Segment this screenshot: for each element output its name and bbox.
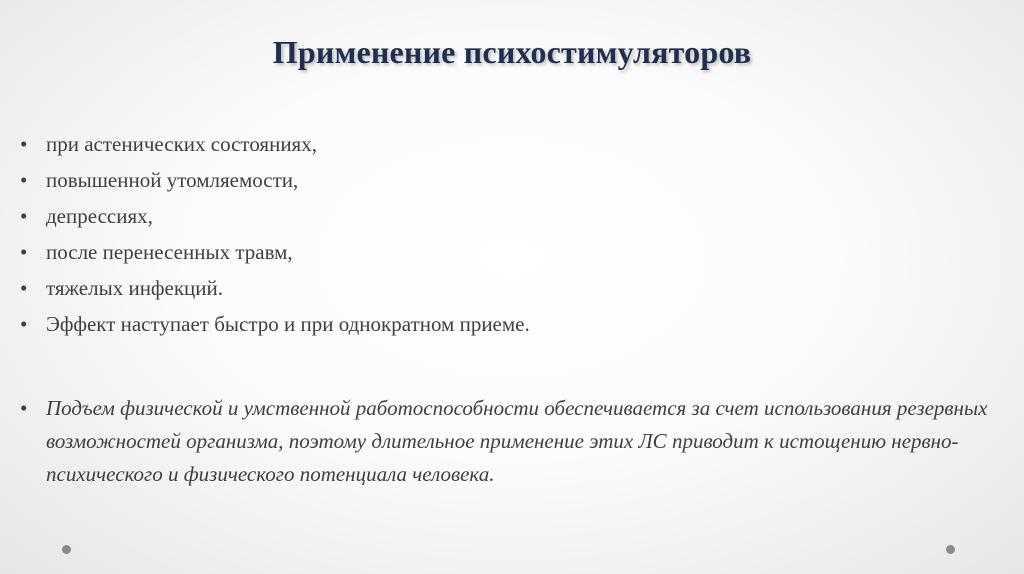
bullet-icon: • [20, 204, 28, 228]
slide-title: Применение психостимуляторов [272, 34, 752, 70]
list-item-text: при астенических состояниях, [46, 132, 317, 156]
bullet-list [20, 132, 1000, 348]
bullet-icon: • [20, 396, 28, 420]
list-item [20, 168, 1000, 192]
list-item [20, 240, 1000, 264]
bullet-icon: • [20, 168, 28, 192]
list-item-text: Эффект наступает быстро и при однократном приеме. [46, 312, 530, 336]
note-text: Подъем физической и умственной работоспособности обеспечивается за счет использования резервных возможностей организма, поэтому длительное применение этих ЛС приводит к истощению нервно-психического и физического потенциала человека. [46, 396, 988, 486]
list-item-text: повышенной утомляемости, [46, 168, 299, 192]
bullet-icon: • [20, 312, 28, 336]
bullet-icon: • [20, 132, 28, 156]
list-item-text: тяжелых инфекций. [46, 276, 224, 300]
decorative-dot-right-icon [946, 545, 955, 554]
bullet-icon: • [20, 276, 28, 300]
note-item [20, 392, 1000, 491]
list-item [20, 132, 1000, 156]
note-block [20, 392, 1000, 491]
bullet-icon: • [20, 240, 28, 264]
list-item [20, 276, 1000, 300]
list-item [20, 312, 1000, 336]
decorative-dot-left-icon [62, 545, 71, 554]
list-item-text: после перенесенных травм, [46, 240, 293, 264]
list-item [20, 204, 1000, 228]
list-item-text: депрессиях, [46, 204, 153, 228]
